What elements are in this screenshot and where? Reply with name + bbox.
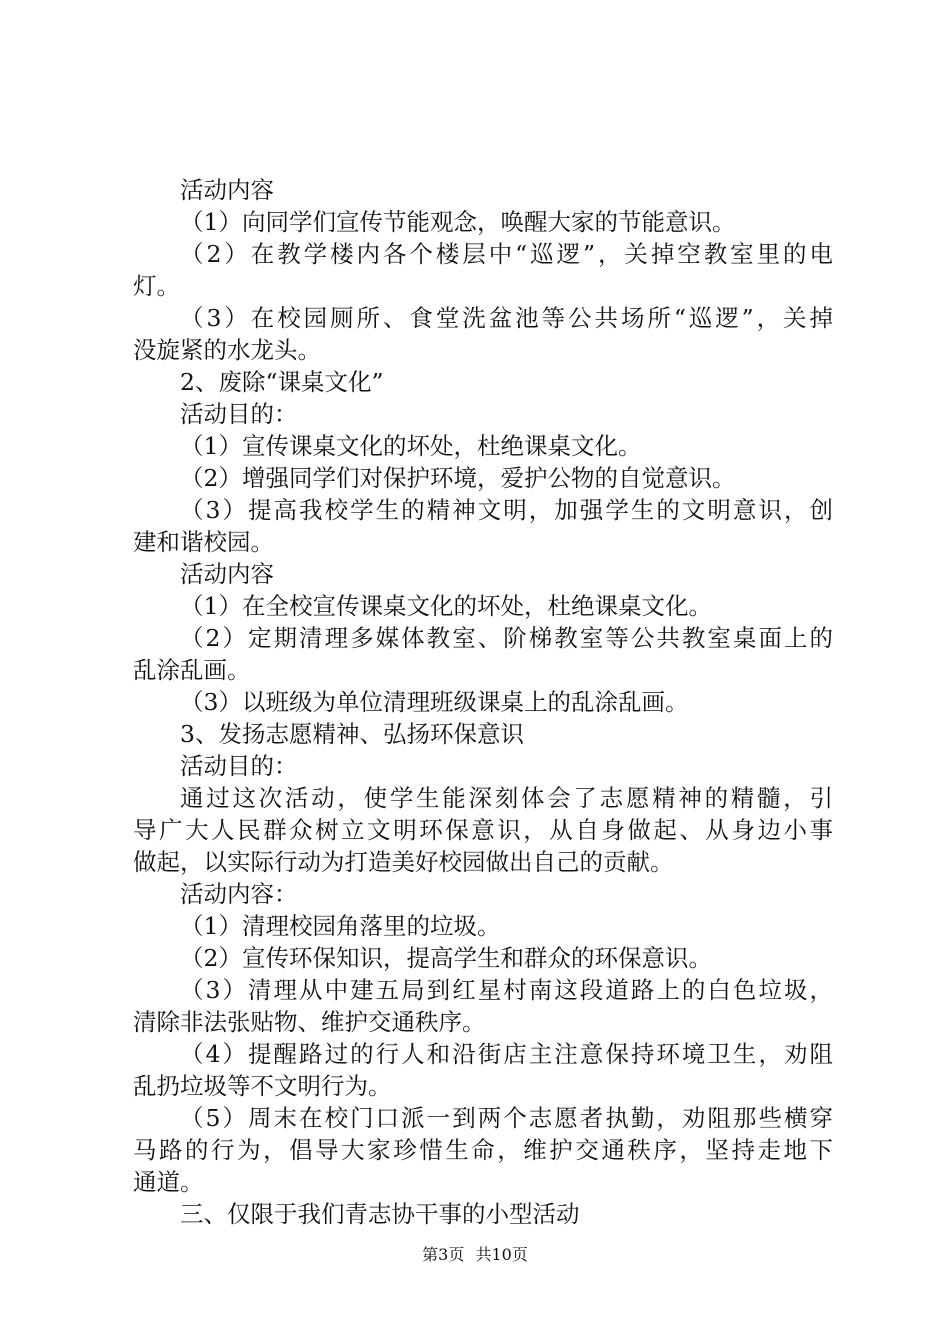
heading-activity-content: 活动内容 [180,560,274,588]
paragraph-line: （1）在全校宣传课桌文化的坏处，杜绝课桌文化。 [180,592,712,620]
paragraph-line: （3）清理从中建五局到红星村南这段道路上的白色垃圾， [180,976,833,1004]
paragraph-line: （3）以班级为单位清理班级课桌上的乱涂乱画。 [180,688,689,716]
paragraph-line: 做起，以实际行动为打造美好校园做出自己的贡献。 [133,848,674,876]
section-heading: 2、废除“课桌文化” [180,368,384,396]
paragraph-line: （2）增强同学们对保护环境，爱护公物的自觉意识。 [180,464,736,492]
paragraph-line: （2）定期清理多媒体教室、阶梯教室等公共教室桌面上的 [180,624,833,652]
paragraph-line: （1）清理校园角落里的垃圾。 [180,912,501,940]
paragraph-line: 导广大人民群众树立文明环保意识，从自身做起、从身边小事 [133,816,833,844]
paragraph-line: 灯。 [133,272,180,300]
paragraph-line: 乱涂乱画。 [133,656,251,684]
paragraph-line: 马路的行为，倡导大家珍惜生命，维护交通秩序，坚持走地下 [133,1136,833,1164]
paragraph-line: （5）周末在校门口派一到两个志愿者执勤，劝阻那些横穿 [180,1104,833,1132]
paragraph-line: （2）在教学楼内各个楼层中“巡逻”，关掉空教室里的电 [180,240,833,268]
paragraph-line: 通道。 [133,1168,204,1196]
page-total: 共10页 [475,1245,528,1264]
paragraph-line: （2）宣传环保知识，提高学生和群众的环保意识。 [180,944,712,972]
paragraph-line: （3）提高我校学生的精神文明，加强学生的文明意识，创 [180,496,833,524]
paragraph-line: 通过这次活动，使学生能深刻体会了志愿精神的精髓，引 [180,784,833,812]
paragraph-line: （1）宣传课桌文化的坏处，杜绝课桌文化。 [180,432,642,460]
paragraph-line: 没旋紧的水龙头。 [133,336,321,364]
section-heading: 3、发扬志愿精神、弘扬环保意识 [180,720,524,748]
heading-activity-content: 活动内容： [180,880,298,908]
paragraph-line: （1）向同学们宣传节能观念，唤醒大家的节能意识。 [180,208,736,236]
heading-activity-purpose: 活动目的： [180,400,298,428]
paragraph-line: 清除非法张贴物、维护交通秩序。 [133,1008,486,1036]
section-heading: 三、仅限于我们青志协干事的小型活动 [180,1200,580,1228]
page-number: 第3页 [422,1245,465,1264]
paragraph-line: 乱扔垃圾等不文明行为。 [133,1072,392,1100]
paragraph-line: （4）提醒路过的行人和沿街店主注意保持环境卫生，劝阻 [180,1040,833,1068]
heading-activity-purpose: 活动目的： [180,752,298,780]
heading-activity-content: 活动内容 [180,176,274,204]
paragraph-line: 建和谐校园。 [133,528,274,556]
page-footer [0,1244,950,1266]
paragraph-line: （3）在校园厕所、食堂洗盆池等公共场所“巡逻”，关掉 [180,304,833,332]
